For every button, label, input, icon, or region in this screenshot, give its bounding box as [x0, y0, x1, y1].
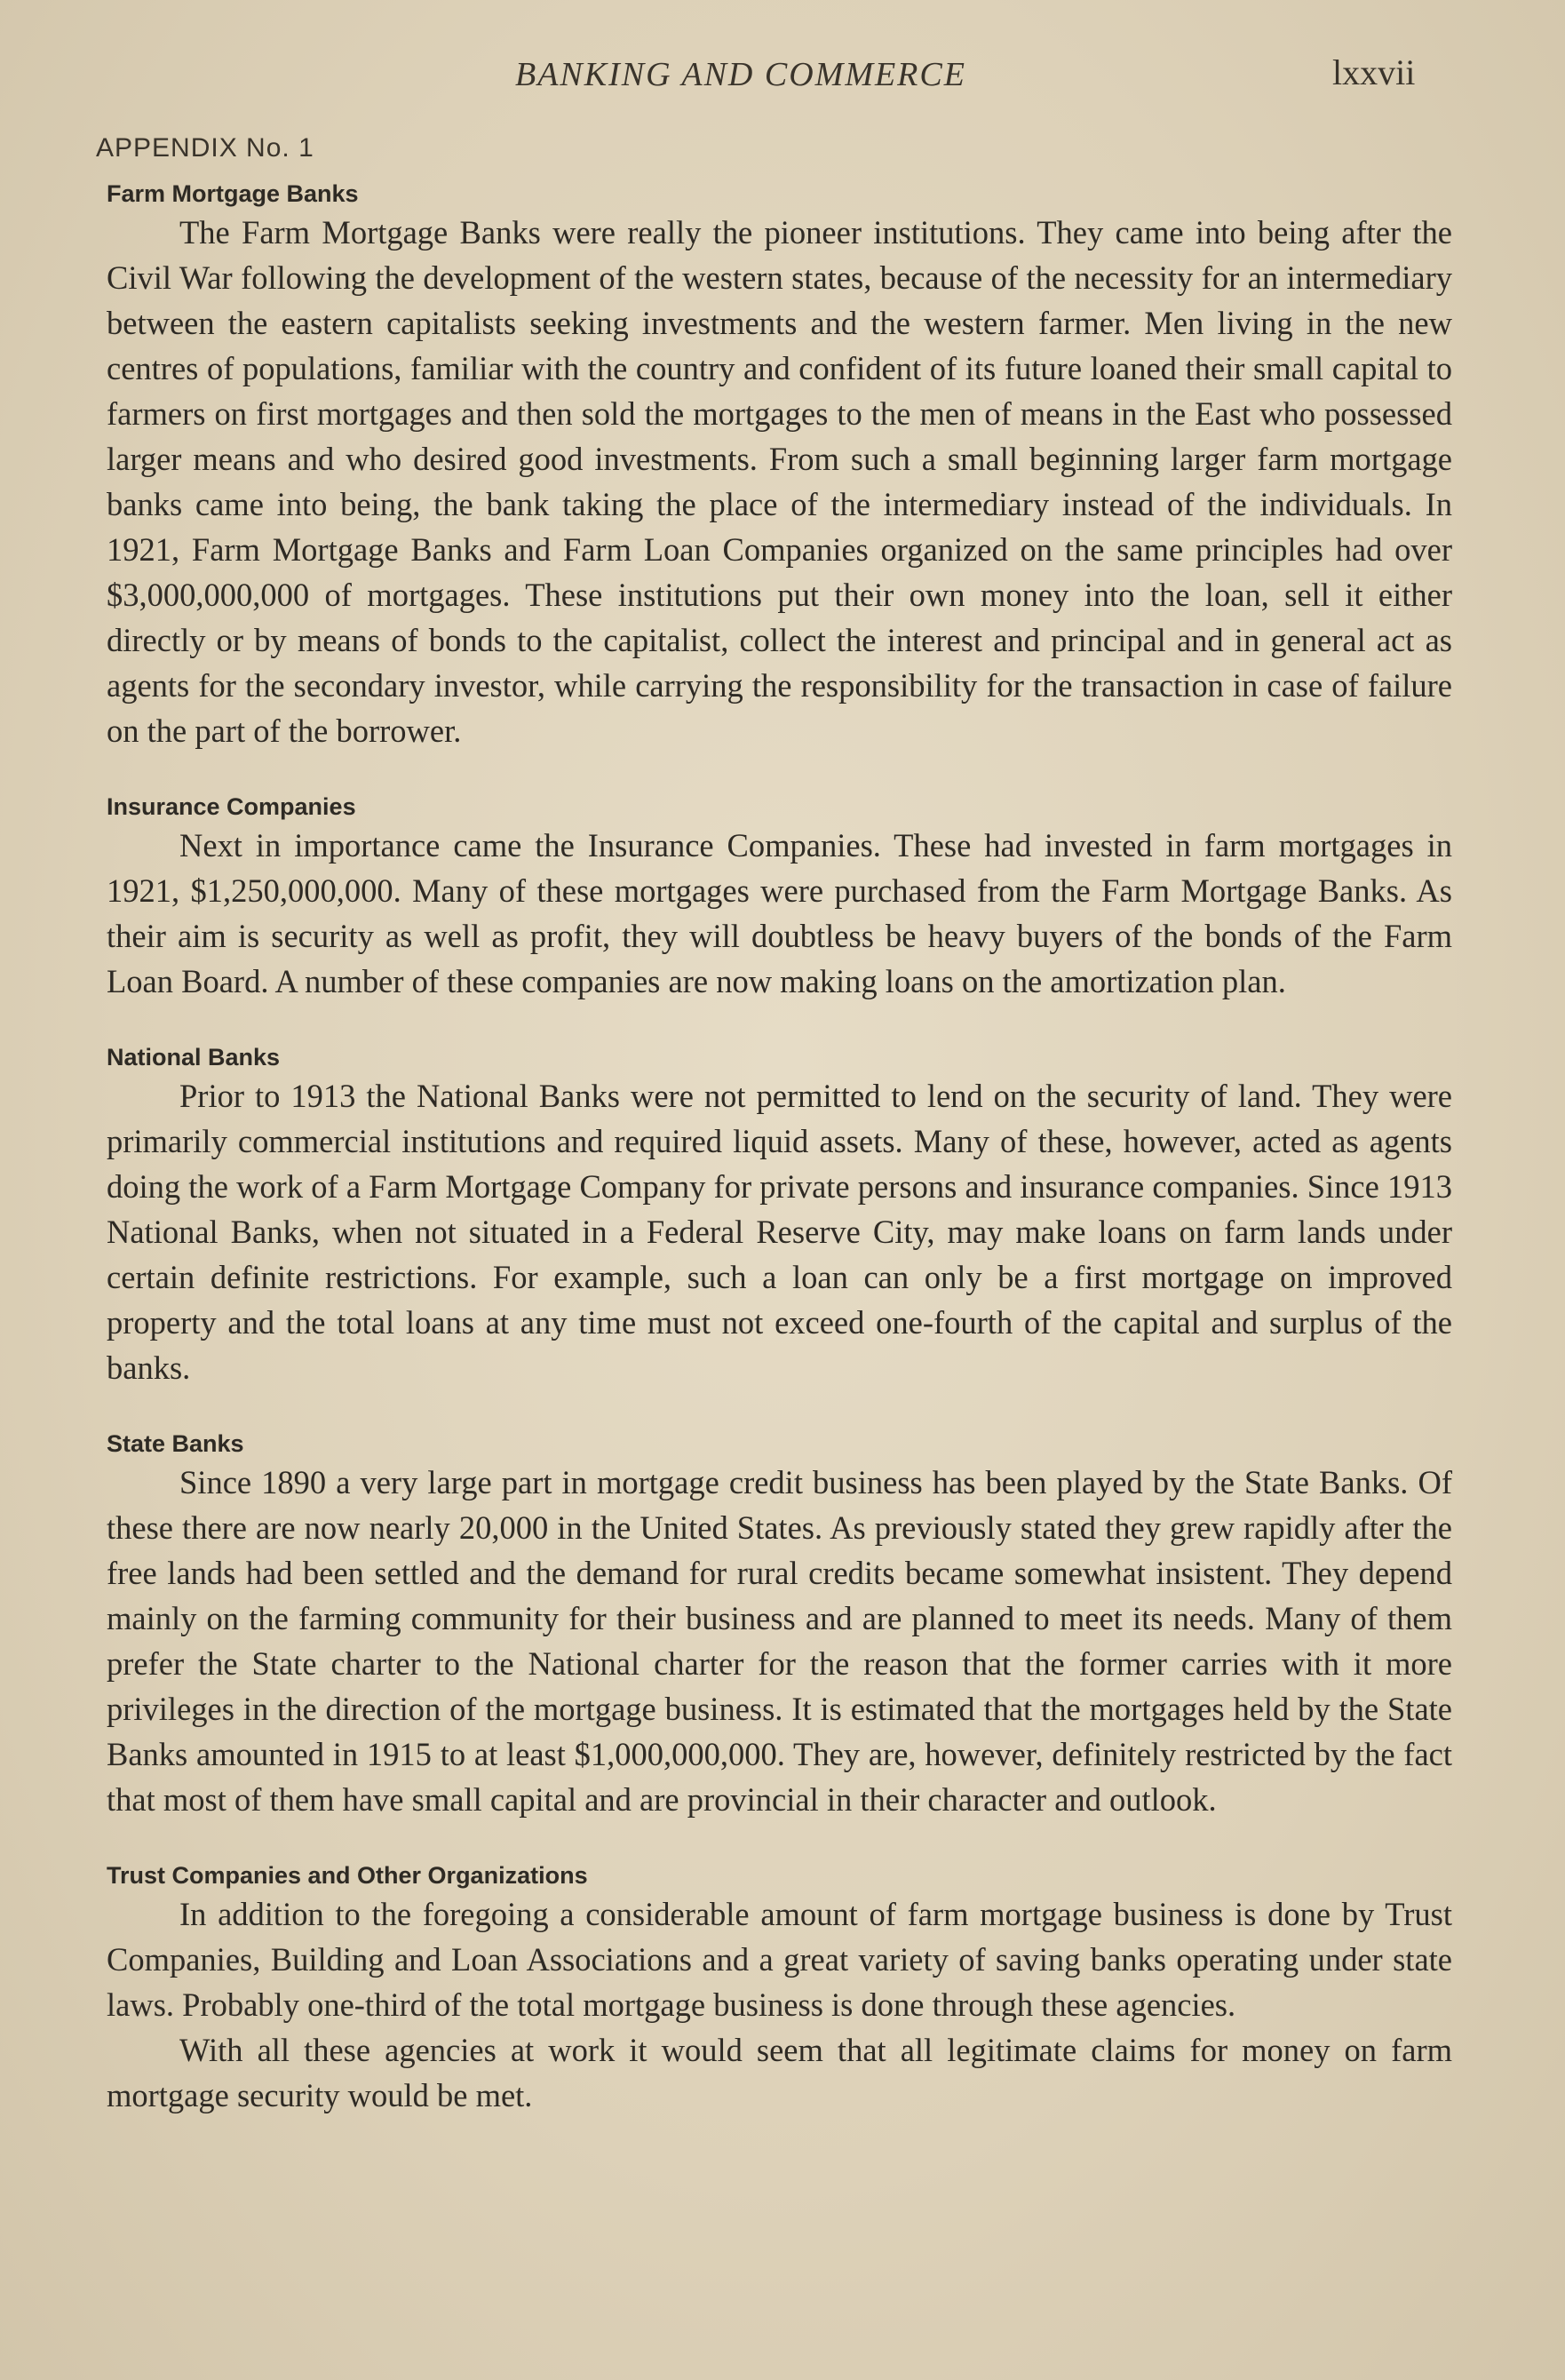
- appendix-label: APPENDIX No. 1: [96, 133, 314, 163]
- section-insurance-companies: [107, 791, 1452, 1004]
- section-farm-mortgage-banks: [107, 178, 1452, 753]
- section-heading: Insurance Companies: [107, 793, 356, 820]
- section-heading: National Banks: [107, 1044, 281, 1071]
- running-title: BANKING AND COMMERCE: [515, 56, 966, 93]
- paragraph: Prior to 1913 the National Banks were not permitted to lend on the security of land. They were primarily commercial institutions and required liquid assets. Many of these, however, acted as agents doing the work of a Farm Mortgage Company for private persons and insurance companies. Since 1913 National Banks, when not situated in a Federal Reserve City, may make loans on farm lands under certain definite restrictions. For example, such a loan can only be a first mortgage on improved property and the total loans at any time must not exceed one-fourth of the capital and surplus of the banks.: [107, 1078, 1452, 1386]
- paragraph: The Farm Mortgage Banks were really the pioneer institutions. They came into being after the Civil War following the development of the western states, because of the necessity for an intermediary between the eastern capitalists seeking investments and the western farmer. Men living in the new centres of populations, familiar with the country and confident of its future loaned their small capital to farmers on first mortgages and then sold the mortgages to the men of means in the East who possessed larger means and who desired good investments. From such a small beginning larger farm mortgage banks came into being, the bank taking the place of the intermediary instead of the individuals. In 1921, Farm Mortgage Banks and Farm Loan Companies organized on the same principles had over $3,000,000,000 of mortgages. These institutions put their own money into the loan, sell it either directly or by means of bonds to the capitalist, collect the interest and principal and in general act as agents for the secondary investor, while carrying the responsibility for the transaction in case of failure on the part of the borrower.: [107, 214, 1452, 749]
- paragraph: Next in importance came the Insurance Companies. These had invested in farm mortgages in 1921, $1,250,000,000. Many of these mortgages were purchased from the Farm Mortgage Banks. As their aim is security as well as profit, they will doubtless be heavy buyers of the bonds of the Farm Loan Board. A number of these companies are now making loans on the amortization plan.: [107, 827, 1452, 999]
- section-heading: Trust Companies and Other Organizations: [107, 1862, 588, 1889]
- running-head: [0, 52, 1565, 108]
- section-state-banks: [107, 1428, 1452, 1822]
- section-heading: Farm Mortgage Banks: [107, 180, 359, 207]
- section-heading: State Banks: [107, 1430, 244, 1457]
- paragraph: In addition to the foregoing a considerable amount of farm mortgage business is done by Trust Companies, Building and Loan Associations and a great variety of saving banks operating under state laws. Probably one-third of the total mortgage business is done through these agencies.: [107, 1896, 1452, 2023]
- paragraph: With all these agencies at work it would seem that all legitimate claims for money on farm mortgage security would be met.: [107, 2032, 1452, 2113]
- paragraph: Since 1890 a very large part in mortgage credit business has been played by the State Banks. Of these there are now nearly 20,000 in the United States. As previously stated they grew rapidly after the free lands had been settled and the demand for rural credits became somewhat insistent. They depend mainly on the farming community for their business and are planned to meet its needs. Many of them prefer the State charter to the National charter for the reason that the former carries with it more privileges in the direction of the mortgage business. It is estimated that the mortgages held by the State Banks amounted in 1915 to at least $1,000,000,000. They are, however, definitely restricted by the fact that most of them have small capital and are provincial in their character and outlook.: [107, 1464, 1452, 1818]
- page-number: lxxvii: [1332, 52, 1416, 92]
- page-body: [107, 178, 1452, 2118]
- section-trust-companies: [107, 1859, 1452, 2118]
- section-national-banks: [107, 1041, 1452, 1390]
